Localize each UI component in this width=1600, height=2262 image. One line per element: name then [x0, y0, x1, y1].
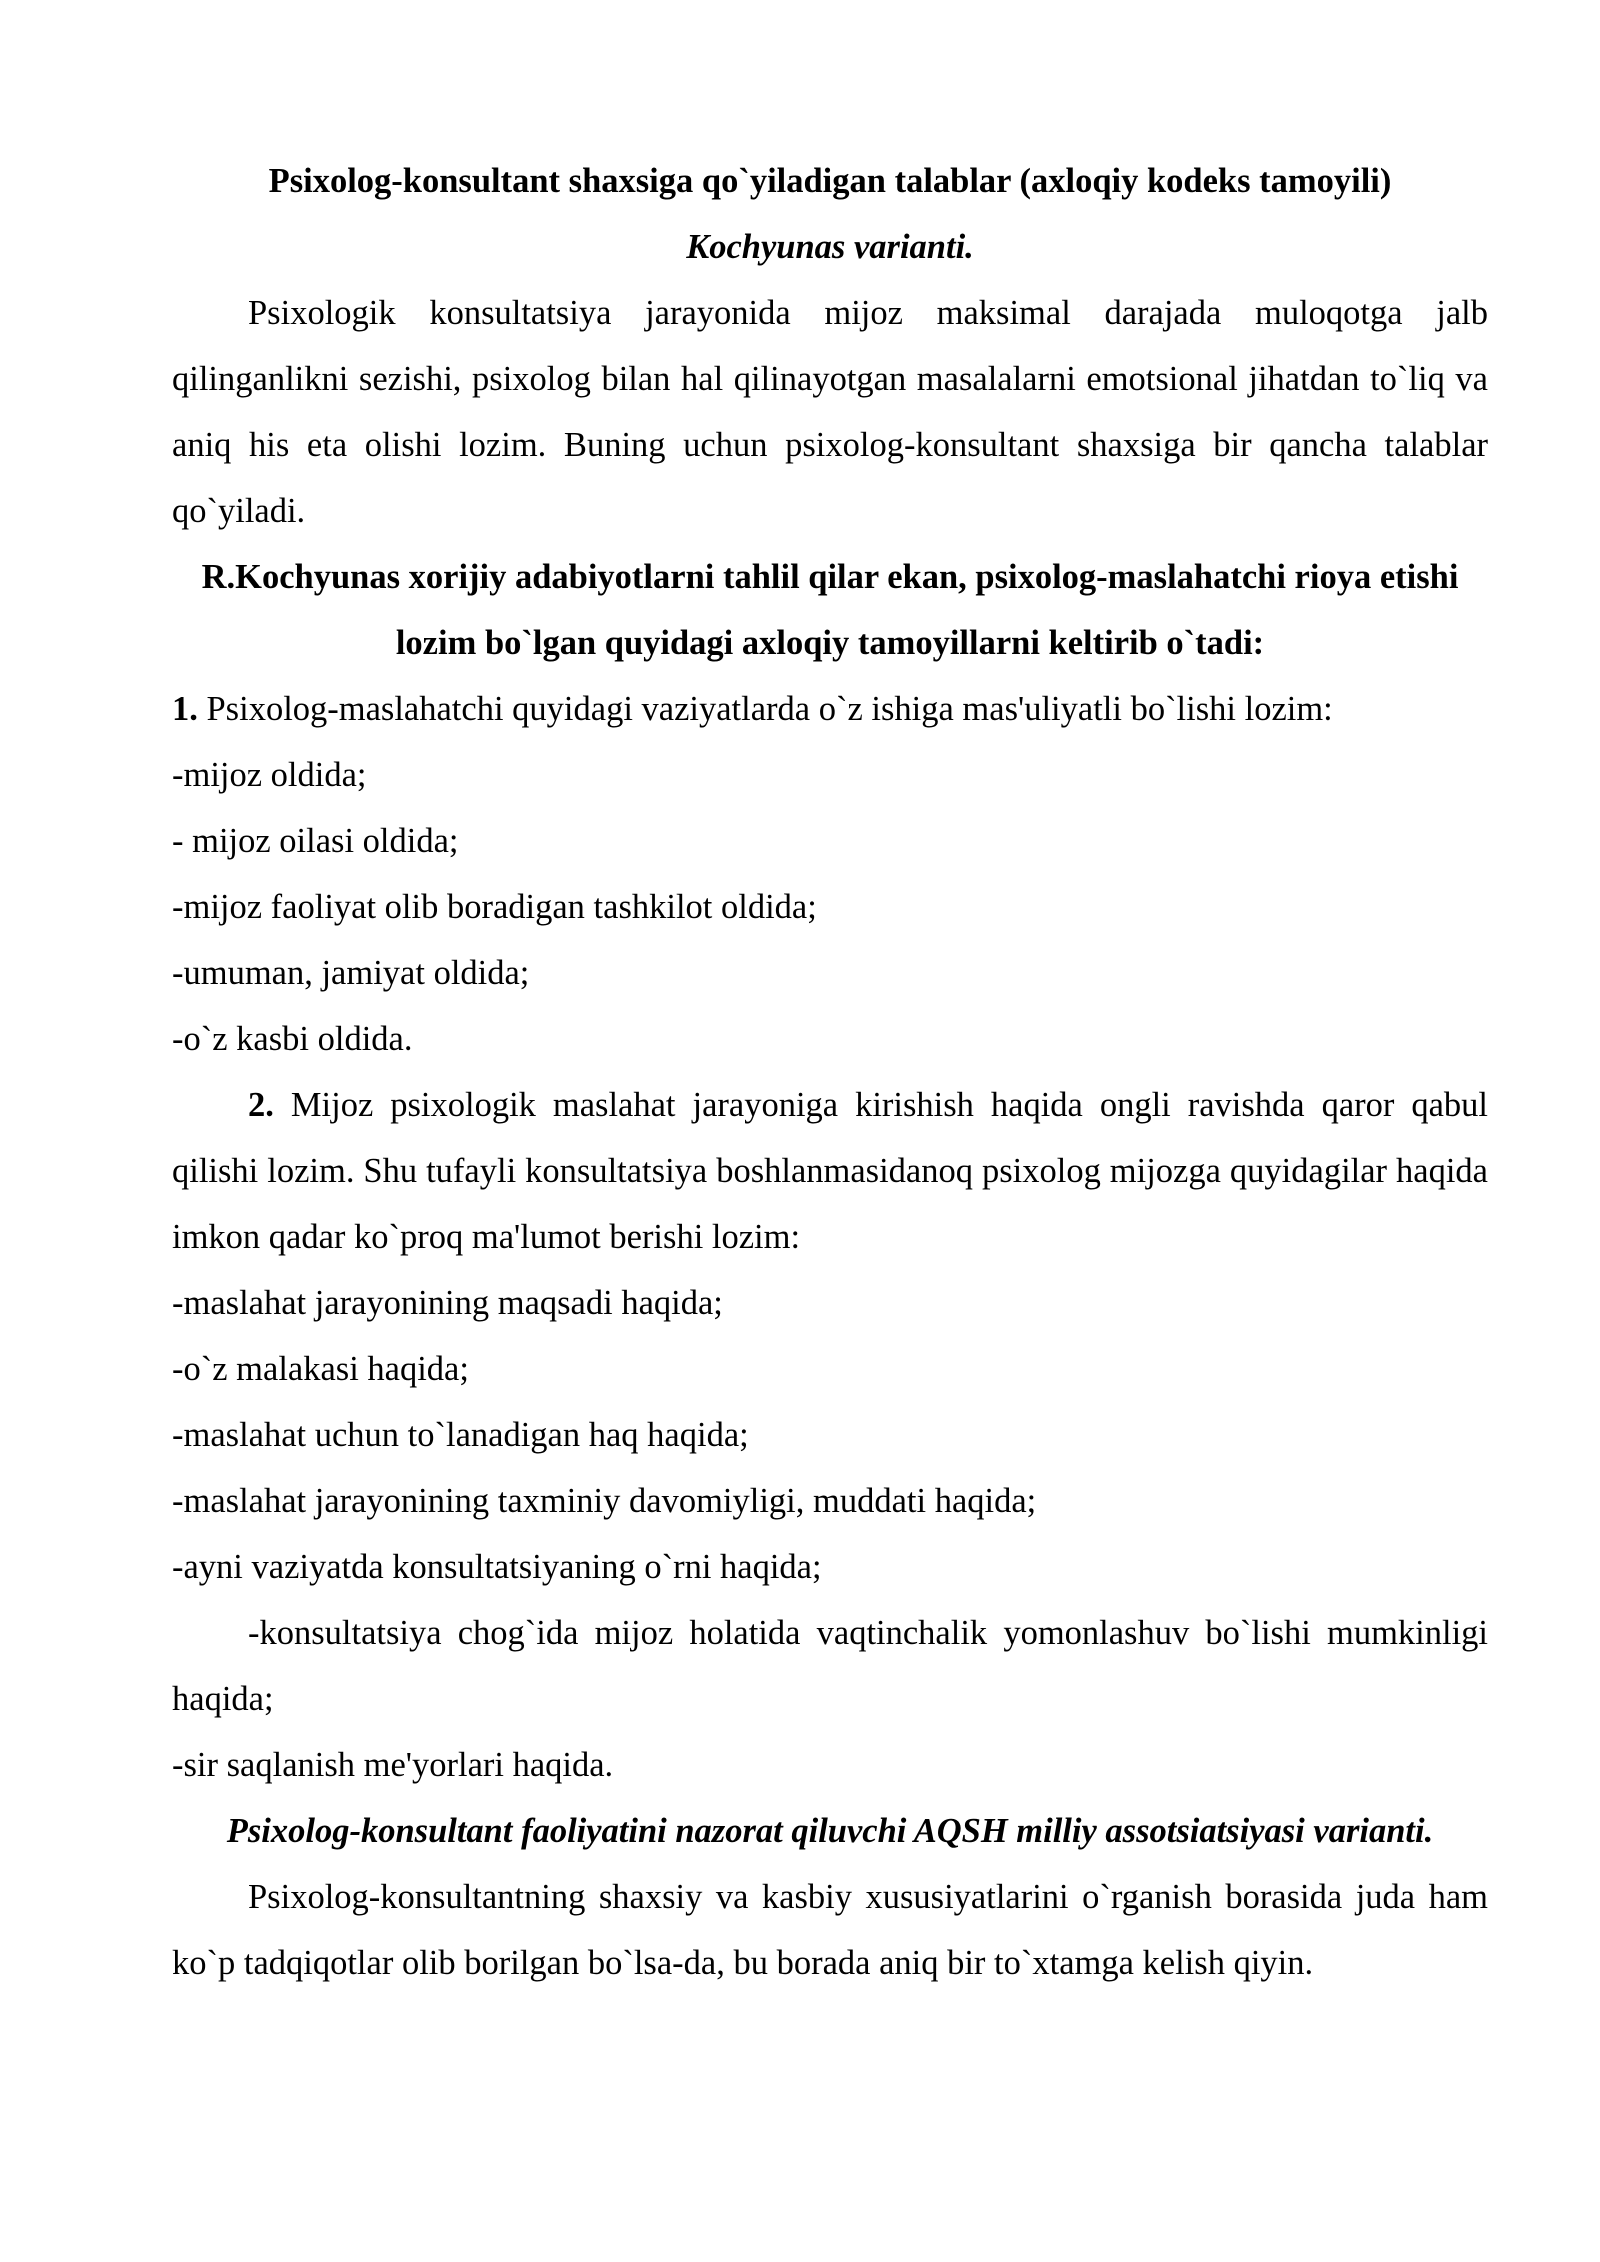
list-item: -o`z kasbi oldida.	[172, 1020, 413, 1058]
list-item: -mijoz faoliyat olib boradigan tashkilot oldida;	[172, 888, 817, 926]
item-text: Psixolog-maslahatchi quyidagi vaziyatlarda o`z ishiga mas'uliyatli bo`lishi lozim:	[197, 690, 1333, 728]
paragraph-closing: Psixolog-konsultantning shaxsiy va kasbiy xususiyatlarini o`rganish borasida juda ham ko`p tadqiqotlar olib borilgan bo`lsa-da, bu borada aniq bir to`xtamga kelish qiyin.	[172, 1878, 1488, 1982]
subtitle-kochyunas: Kochyunas varianti.	[686, 228, 974, 266]
heading-principles: R.Kochyunas xorijiy adabiyotlarni tahlil qilar ekan, psixolog-maslahatchi rioya etishi lozim bo`lgan quyidagi axloqiy tamoyillarni keltirib o`tadi:	[201, 558, 1459, 662]
document-title: Psixolog-konsultant shaxsiga qo`yiladigan talablar (axloqiy kodeks tamoyili)	[268, 162, 1392, 200]
numbered-item-2	[172, 1072, 1488, 1270]
list-item: -o`z malakasi haqida;	[172, 1350, 469, 1388]
list-item: -maslahat jarayonining maqsadi haqida;	[172, 1284, 723, 1322]
list-item: -mijoz oldida;	[172, 756, 367, 794]
item-text: Mijoz psixologik maslahat jarayoniga kirishish haqida ongli ravishda qaror qabul qilishi lozim. Shu tufayli konsultatsiya boshlanmasidanoq psixolog mijozga quyidagilar haqida imkon qadar ko`proq ma'lumot berishi lozim:	[172, 1086, 1488, 1256]
list-item: -sir saqlanish me'yorlari haqida.	[172, 1746, 614, 1784]
list-item: -maslahat jarayonining taxminiy davomiyligi, muddati haqida;	[172, 1482, 1037, 1520]
list-item: -maslahat uchun to`lanadigan haq haqida;	[172, 1416, 749, 1454]
item-number: 1.	[172, 690, 198, 728]
list-item-long: -konsultatsiya chog`ida mijoz holatida vaqtinchalik yomonlashuv bo`lishi mumkinligi haqida;	[172, 1614, 1488, 1718]
list-item: -umuman, jamiyat oldida;	[172, 954, 530, 992]
subtitle-usa-association: Psixolog-konsultant faoliyatini nazorat qiluvchi AQSH milliy assotsiatsiyasi varianti.	[226, 1812, 1434, 1850]
numbered-item-1	[172, 676, 1488, 742]
list-item: - mijoz oilasi oldida;	[172, 822, 459, 860]
item-number: 2.	[248, 1086, 274, 1124]
paragraph-intro: Psixologik konsultatsiya jarayonida mijoz maksimal darajada muloqotga jalb qilinganlikni sezishi, psixolog bilan hal qilinayotgan masalalarni emotsional jihatdan to`liq va aniq his eta olishi lozim. Buning uchun psixolog-konsultant shaxsiga bir qancha talablar qo`yiladi.	[172, 294, 1488, 530]
document-page	[172, 148, 1488, 1996]
list-item: -ayni vaziyatda konsultatsiyaning o`rni haqida;	[172, 1548, 822, 1586]
